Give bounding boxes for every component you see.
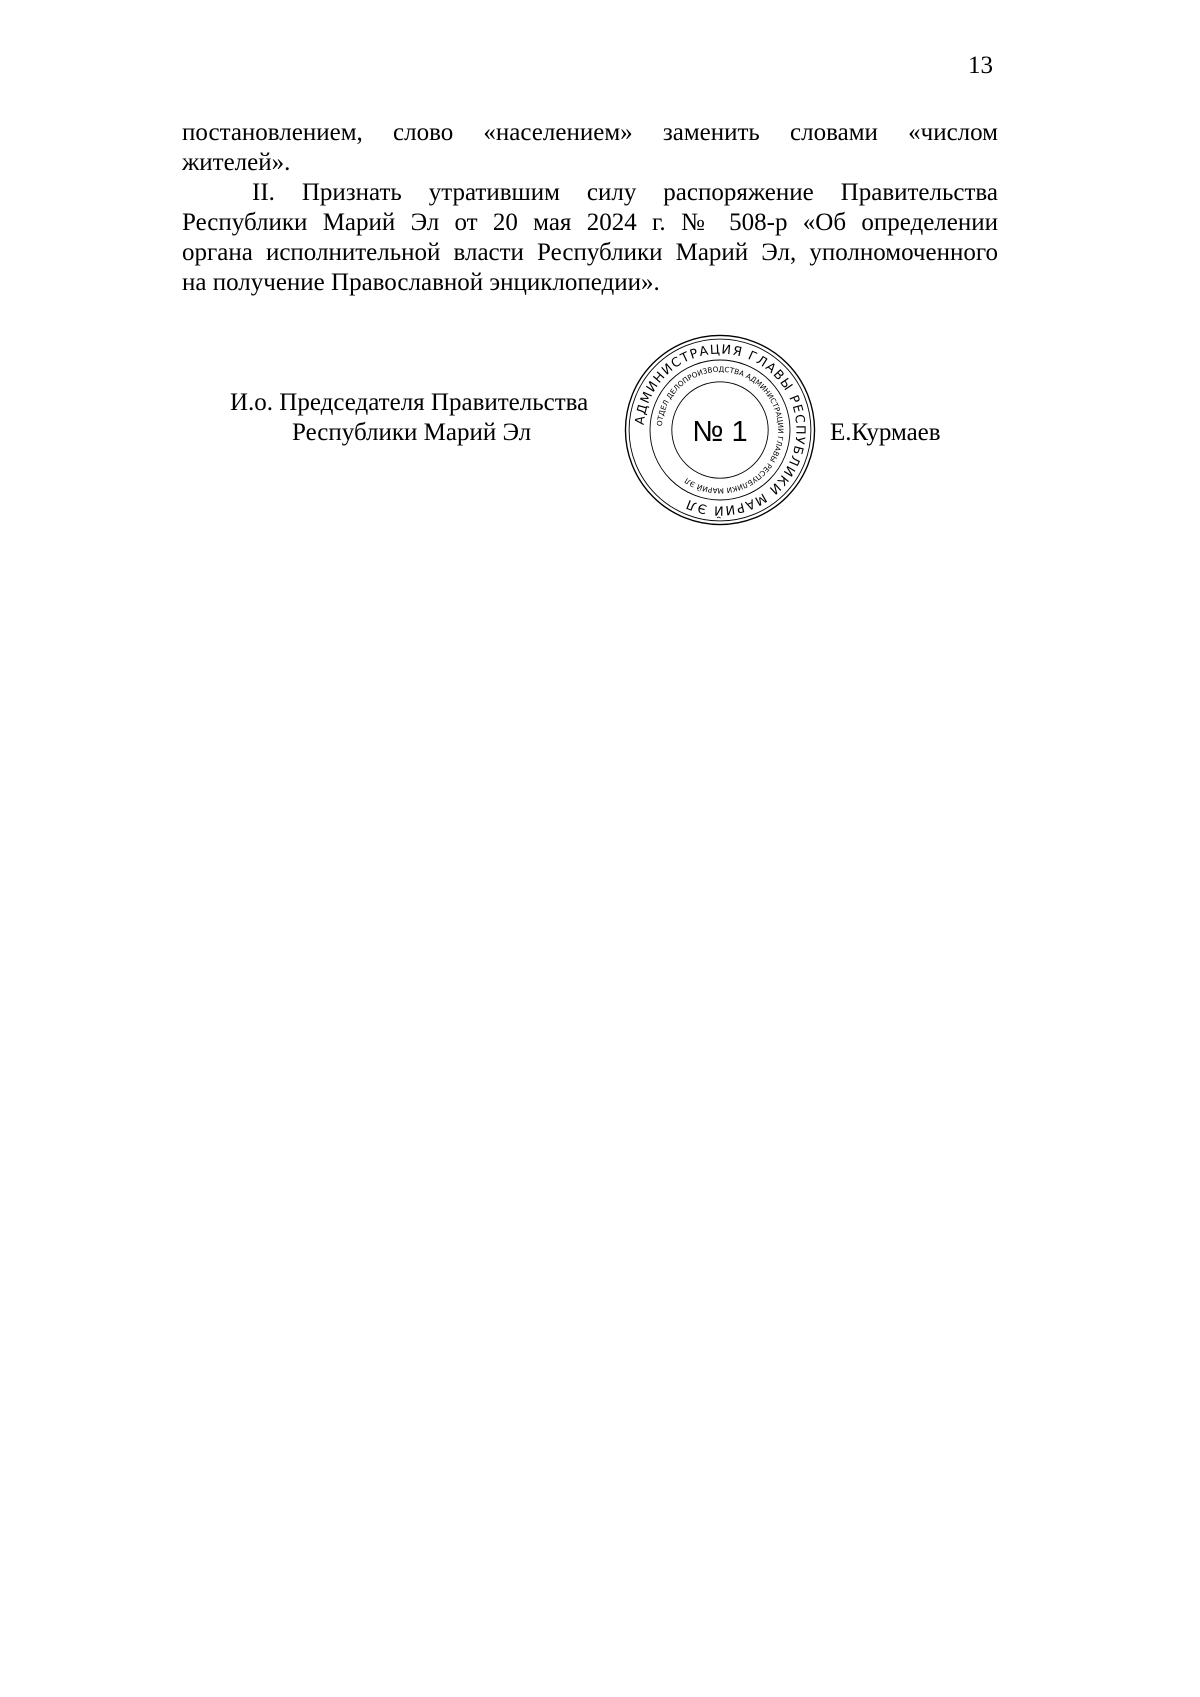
text-line: постановлением, слово «населением» заменить словами «числом <box>182 119 998 146</box>
document-body <box>182 118 998 298</box>
stamp-number: № 1 <box>692 415 748 448</box>
signatory-name: Е.Курмаев <box>830 419 941 446</box>
stamp-inner-text: ОТДЕЛ ДЕЛОПРОИЗВОДСТВА АДМИНИСТРАЦИИ ГЛАВЫ РЕСПУБЛИКИ МАРИЙ ЭЛ <box>654 364 786 496</box>
official-stamp <box>620 330 820 530</box>
page-number: 13 <box>968 52 993 79</box>
signatory-title-line1: И.о. Председателя Правительства <box>230 389 589 416</box>
text-line: Республики Марий Эл от 20 мая 2024 г. № 508-р «Об определении <box>182 209 998 236</box>
signatory-title-line2: Республики Марий Эл <box>292 419 532 446</box>
text-line: жителей». <box>182 149 291 176</box>
text-line: на получение Православной энциклопедии». <box>182 269 660 296</box>
text-line: II. Признать утратившим силу распоряжение Правительства <box>252 179 998 206</box>
text-line: органа исполнительной власти Республики Марий Эл, уполномоченного <box>182 239 998 266</box>
stamp-outer-text: АДМИНИСТРАЦИЯ ГЛАВЫ РЕСПУБЛИКИ МАРИЙ ЭЛ <box>631 341 809 519</box>
